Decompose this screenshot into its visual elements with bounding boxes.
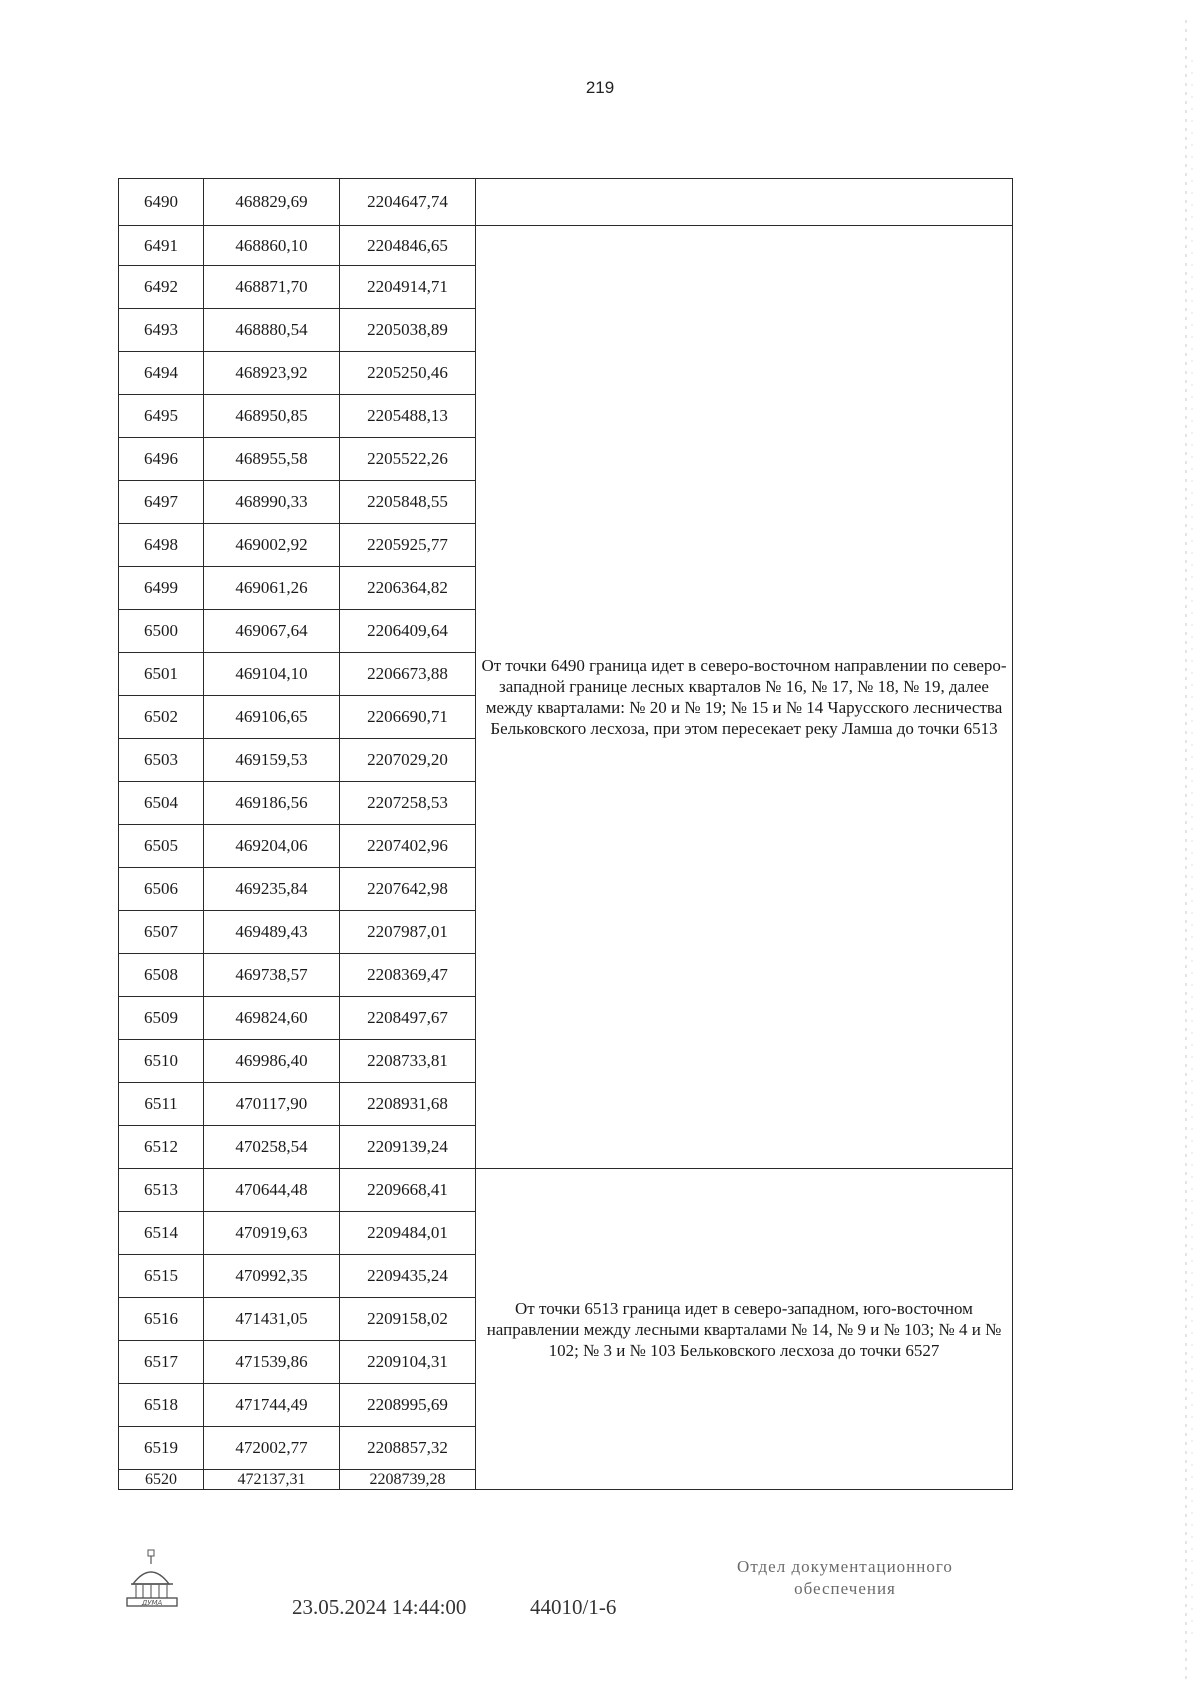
x-coordinate-cell: 468955,58 — [204, 438, 340, 481]
x-coordinate-cell: 469067,64 — [204, 610, 340, 653]
point-number-cell: 6504 — [119, 782, 204, 825]
point-number-cell: 6490 — [119, 179, 204, 226]
y-coordinate-cell: 2208739,28 — [340, 1470, 476, 1490]
department-stamp — [700, 1556, 990, 1600]
y-coordinate-cell: 2205038,89 — [340, 309, 476, 352]
point-number-cell: 6494 — [119, 352, 204, 395]
point-number-cell: 6514 — [119, 1212, 204, 1255]
x-coordinate-cell: 469204,06 — [204, 825, 340, 868]
point-number-cell: 6513 — [119, 1169, 204, 1212]
boundary-description-cell — [476, 179, 1013, 226]
point-number-cell: 6497 — [119, 481, 204, 524]
scan-edge-marks — [1170, 0, 1200, 1695]
y-coordinate-cell: 2206409,64 — [340, 610, 476, 653]
x-coordinate-cell: 468871,70 — [204, 266, 340, 309]
point-number-cell: 6507 — [119, 911, 204, 954]
x-coordinate-cell: 469159,53 — [204, 739, 340, 782]
point-number-cell: 6500 — [119, 610, 204, 653]
x-coordinate-cell: 468860,10 — [204, 226, 340, 266]
point-number-cell: 6501 — [119, 653, 204, 696]
x-coordinate-cell: 468829,69 — [204, 179, 340, 226]
point-number-cell: 6491 — [119, 226, 204, 266]
point-number-cell: 6508 — [119, 954, 204, 997]
footer-date: 23.05.2024 14:44:00 — [292, 1595, 467, 1619]
point-number-cell: 6516 — [119, 1298, 204, 1341]
point-number-cell: 6519 — [119, 1427, 204, 1470]
footer-doc-number: 44010/1-6 — [530, 1595, 617, 1619]
point-number-cell: 6499 — [119, 567, 204, 610]
table-row — [119, 1169, 1013, 1212]
point-number-cell: 6502 — [119, 696, 204, 739]
stamp-line-1: Отдел документационного — [737, 1557, 953, 1576]
y-coordinate-cell: 2209484,01 — [340, 1212, 476, 1255]
y-coordinate-cell: 2208369,47 — [340, 954, 476, 997]
y-coordinate-cell: 2209139,24 — [340, 1126, 476, 1169]
point-number-cell: 6509 — [119, 997, 204, 1040]
boundary-description-cell: От точки 6513 граница идет в северо-западном, юго-восточном направлении между лесными кварталами № 14, № 9 и № 103; № 4 и № 102; № 3 и № 103 Бельковского лесхоза до точки 6527 — [476, 1169, 1013, 1490]
y-coordinate-cell: 2207258,53 — [340, 782, 476, 825]
y-coordinate-cell: 2204914,71 — [340, 266, 476, 309]
point-number-cell: 6492 — [119, 266, 204, 309]
point-number-cell: 6495 — [119, 395, 204, 438]
y-coordinate-cell: 2205522,26 — [340, 438, 476, 481]
point-number-cell: 6505 — [119, 825, 204, 868]
point-number-cell: 6503 — [119, 739, 204, 782]
x-coordinate-cell: 470919,63 — [204, 1212, 340, 1255]
point-number-cell: 6498 — [119, 524, 204, 567]
x-coordinate-cell: 468950,85 — [204, 395, 340, 438]
point-number-cell: 6518 — [119, 1384, 204, 1427]
stamp-line-2: обеспечения — [794, 1579, 896, 1598]
y-coordinate-cell: 2209435,24 — [340, 1255, 476, 1298]
table-row — [119, 179, 1013, 226]
y-coordinate-cell: 2206673,88 — [340, 653, 476, 696]
boundary-description-cell: От точки 6490 граница идет в северо-восточном направлении по северо-западной границе лесных кварталов № 16, № 17, № 18, № 19, далее между кварталами: № 20 и № 19; № 15 и № 14 Чарусского лесничества Бельковского лесхоза, при этом пересекает реку Ламша до точки 6513 — [476, 226, 1013, 1169]
duma-logo — [123, 1548, 181, 1612]
y-coordinate-cell: 2207029,20 — [340, 739, 476, 782]
y-coordinate-cell: 2205925,77 — [340, 524, 476, 567]
x-coordinate-cell: 471431,05 — [204, 1298, 340, 1341]
x-coordinate-cell: 469489,43 — [204, 911, 340, 954]
x-coordinate-cell: 469002,92 — [204, 524, 340, 567]
y-coordinate-cell: 2205848,55 — [340, 481, 476, 524]
x-coordinate-cell: 469824,60 — [204, 997, 340, 1040]
y-coordinate-cell: 2208931,68 — [340, 1083, 476, 1126]
x-coordinate-cell: 471744,49 — [204, 1384, 340, 1427]
x-coordinate-cell: 468923,92 — [204, 352, 340, 395]
y-coordinate-cell: 2208733,81 — [340, 1040, 476, 1083]
point-number-cell: 6511 — [119, 1083, 204, 1126]
point-number-cell: 6506 — [119, 868, 204, 911]
point-number-cell: 6510 — [119, 1040, 204, 1083]
y-coordinate-cell: 2209158,02 — [340, 1298, 476, 1341]
y-coordinate-cell: 2208995,69 — [340, 1384, 476, 1427]
coordinates-table — [118, 178, 1013, 1490]
y-coordinate-cell: 2204846,65 — [340, 226, 476, 266]
y-coordinate-cell: 2205488,13 — [340, 395, 476, 438]
x-coordinate-cell: 469235,84 — [204, 868, 340, 911]
x-coordinate-cell: 470644,48 — [204, 1169, 340, 1212]
point-number-cell: 6496 — [119, 438, 204, 481]
point-number-cell: 6517 — [119, 1341, 204, 1384]
x-coordinate-cell: 469106,65 — [204, 696, 340, 739]
x-coordinate-cell: 471539,86 — [204, 1341, 340, 1384]
y-coordinate-cell: 2204647,74 — [340, 179, 476, 226]
y-coordinate-cell: 2208497,67 — [340, 997, 476, 1040]
y-coordinate-cell: 2209668,41 — [340, 1169, 476, 1212]
y-coordinate-cell: 2207987,01 — [340, 911, 476, 954]
x-coordinate-cell: 470258,54 — [204, 1126, 340, 1169]
x-coordinate-cell: 469104,10 — [204, 653, 340, 696]
y-coordinate-cell: 2207402,96 — [340, 825, 476, 868]
x-coordinate-cell: 470992,35 — [204, 1255, 340, 1298]
point-number-cell: 6493 — [119, 309, 204, 352]
y-coordinate-cell: 2206690,71 — [340, 696, 476, 739]
x-coordinate-cell: 469738,57 — [204, 954, 340, 997]
point-number-cell: 6515 — [119, 1255, 204, 1298]
table-row — [119, 226, 1013, 266]
x-coordinate-cell: 472002,77 — [204, 1427, 340, 1470]
y-coordinate-cell: 2208857,32 — [340, 1427, 476, 1470]
duma-logo-text: ДУМА — [141, 1599, 163, 1607]
y-coordinate-cell: 2205250,46 — [340, 352, 476, 395]
x-coordinate-cell: 468880,54 — [204, 309, 340, 352]
y-coordinate-cell: 2207642,98 — [340, 868, 476, 911]
page-number: 219 — [585, 78, 615, 97]
y-coordinate-cell: 2206364,82 — [340, 567, 476, 610]
x-coordinate-cell: 469061,26 — [204, 567, 340, 610]
x-coordinate-cell: 468990,33 — [204, 481, 340, 524]
y-coordinate-cell: 2209104,31 — [340, 1341, 476, 1384]
x-coordinate-cell: 470117,90 — [204, 1083, 340, 1126]
x-coordinate-cell: 469186,56 — [204, 782, 340, 825]
coordinates-table-body — [119, 179, 1013, 1490]
point-number-cell: 6520 — [119, 1470, 204, 1490]
x-coordinate-cell: 472137,31 — [204, 1470, 340, 1490]
x-coordinate-cell: 469986,40 — [204, 1040, 340, 1083]
point-number-cell: 6512 — [119, 1126, 204, 1169]
